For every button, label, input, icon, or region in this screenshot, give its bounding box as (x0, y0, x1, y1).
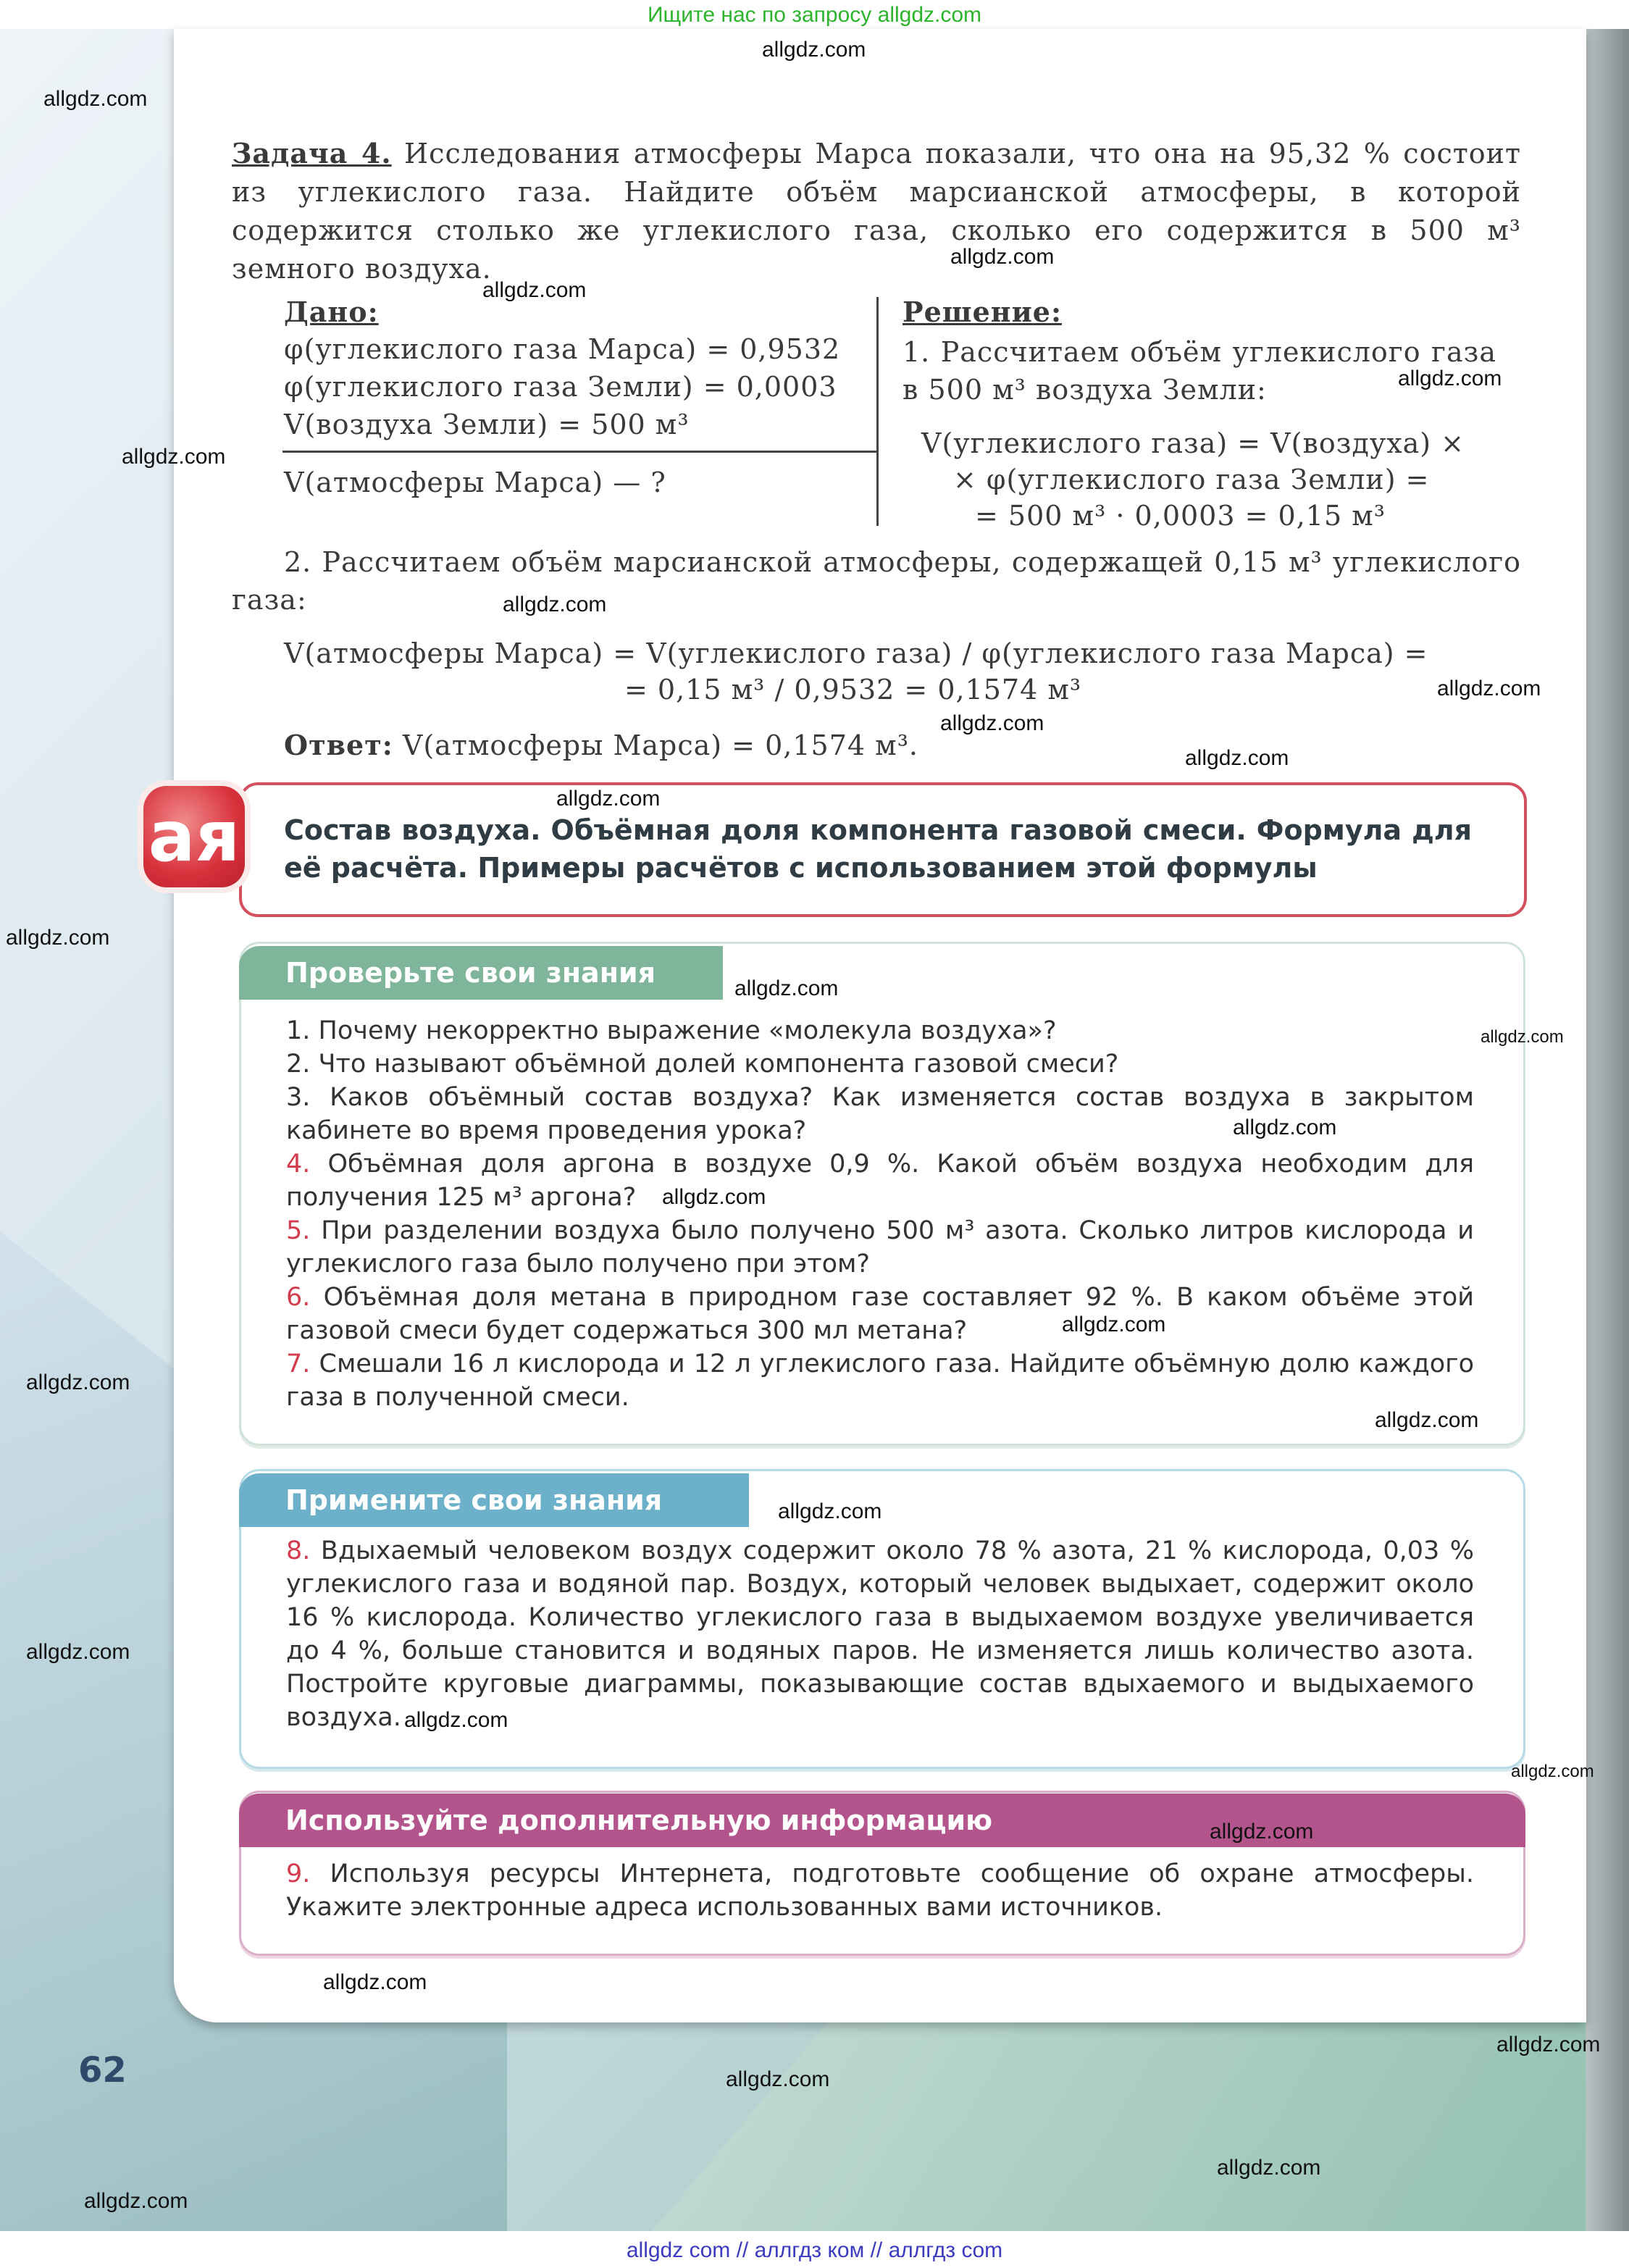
formula-line: V(углекислого газа) = V(воздуха) × (921, 427, 1465, 459)
dictionary-icon: ая (143, 786, 245, 887)
top-banner[interactable]: Ищите нас по запросу allgdz.com (647, 3, 982, 27)
watermark: allgdz.com (1496, 2033, 1601, 2056)
formula-line: = 0,15 м³ / 0,9532 = 0,1574 м³ (624, 674, 1082, 706)
given-line: φ(углекислого газа Земли) = 0,0003 (284, 371, 837, 403)
watermark: allgdz.com (43, 87, 148, 111)
watermark: allgdz.com (1398, 367, 1502, 390)
watermark: allgdz.com (6, 926, 110, 950)
watermark: allgdz.com (1437, 677, 1541, 700)
task-statement (232, 134, 1521, 288)
extra-question: 9. Используя ресурсы Интернета, подготовьте сообщение об охране атмосферы. Укажите электронные адреса использованных вами источников. (286, 1859, 1474, 1922)
watermark: allgdz.com (503, 593, 607, 616)
watermark: allgdz.com (950, 245, 1055, 269)
formula-line: V(атмосферы Марса) = V(углекислого газа) / φ(углекислого газа Марса) = (284, 637, 1428, 669)
watermark: allgdz.com (1481, 1027, 1564, 1047)
task-text: Исследования атмосферы Марса показали, что она на 95,32 % состоит из углекислого газа. Найдите объём марсианской атмосферы, в которой содержится столько же углекислого газа, сколько его содержится в 500 м³ земного воздуха. (232, 138, 1521, 285)
answer-label: Ответ: (284, 729, 393, 761)
watermark: allgdz.com (84, 2189, 188, 2213)
solution-step1: 1. Рассчитаем объём углекислого газа в 500 м³ воздуха Земли: (903, 336, 1496, 406)
question-item: 7. Смешали 16 л кислорода и 12 л углекислого газа. Найдите объёмную долю каждого газа в полученной смеси. (286, 1349, 1474, 1412)
formula-line: = 500 м³ · 0,0003 = 0,15 м³ (975, 500, 1386, 532)
watermark: allgdz.com (940, 711, 1044, 735)
page-number: 62 (78, 2050, 127, 2091)
footer-links[interactable]: allgdz com // аллгдз ком // аллгдз com (626, 2238, 1003, 2262)
task-label: Задача 4. (232, 137, 392, 170)
check-knowledge-title: Проверьте свои знания (239, 946, 723, 1000)
watermark: allgdz.com (762, 38, 866, 62)
question-item: 5. При разделении воздуха было получено 500 м³ азота. Сколько литров кислорода и углекислого газа было получено при этом? (286, 1216, 1474, 1279)
watermark: allgdz.com (1062, 1313, 1166, 1336)
watermark: allgdz.com (1375, 1408, 1479, 1432)
watermark: allgdz.com (26, 1371, 130, 1394)
solution-title: Решение: (903, 296, 1062, 328)
formula-line: × φ(углекислого газа Земли) = (953, 464, 1430, 495)
watermark: allgdz.com (323, 1970, 427, 1994)
watermark: allgdz.com (726, 2067, 830, 2091)
extra-info-title: Используйте дополнительную информацию (239, 1794, 1525, 1847)
watermark: allgdz.com (1210, 1820, 1314, 1844)
answer-text: V(атмосферы Марса) = 0,1574 м³. (402, 729, 919, 761)
find-line: V(атмосферы Марса) — ? (284, 466, 666, 498)
check-questions (286, 1014, 1474, 1414)
watermark: allgdz.com (122, 445, 226, 469)
solution-step2: 2. Рассчитаем объём марсианской атмосферы, содержащей 0,15 м³ углекислого газа: (232, 546, 1521, 616)
topic-text: Состав воздуха. Объёмная доля компонента газовой смеси. Формула для её расчёта. Примеры расчётов с использованием этой формулы (284, 814, 1472, 884)
watermark: allgdz.com (778, 1499, 882, 1523)
watermark: allgdz.com (1185, 746, 1289, 770)
watermark: allgdz.com (482, 278, 587, 302)
given-line: φ(углекислого газа Марса) = 0,9532 (284, 333, 841, 365)
question-item: 4. Объёмная доля аргона в воздухе 0,9 %. Какой объём воздуха необходим для получения 125 м³ аргона? (286, 1150, 1474, 1212)
question-item: 2. Что называют объёмной долей компонента газовой смеси? (286, 1050, 1119, 1079)
question-item: 1. Почему некорректно выражение «молекула воздуха»? (286, 1016, 1057, 1045)
watermark: allgdz.com (662, 1185, 766, 1209)
book-spine (1586, 29, 1629, 2231)
solution-divider (876, 297, 879, 526)
given-divider (282, 451, 876, 453)
given-line: V(воздуха Земли) = 500 м³ (284, 409, 690, 440)
given-title: Дано: (284, 296, 379, 328)
watermark: allgdz.com (404, 1708, 508, 1732)
watermark: allgdz.com (26, 1640, 130, 1664)
watermark: allgdz.com (556, 787, 661, 811)
watermark: allgdz.com (734, 976, 839, 1000)
watermark: allgdz.com (1217, 2156, 1321, 2180)
question-item: 6. Объёмная доля метана в природном газе составляет 92 %. В каком объёме этой газовой смеси будет содержаться 300 мл метана? (286, 1283, 1474, 1345)
watermark: allgdz.com (1233, 1116, 1337, 1139)
watermark: allgdz.com (1511, 1762, 1594, 1781)
question-item: 3. Каков объёмный состав воздуха? Как изменяется состав воздуха в закрытом кабинете во время проведения урока? (286, 1083, 1474, 1145)
apply-question: 8. Вдыхаемый человеком воздух содержит около 78 % азота, 21 % кислорода, 0,03 % углекислого газа и водяной пар. Воздух, который человек выдыхает, содержит около 16 % кислорода. Количество углекислого газа в выдыхаемом воздухе увеличивается до 4 %, больше становится и водяных паров. Не изменяется лишь количество азота. Постройте круговые диаграммы, показывающие состав вдыхаемого и выдыхаемого воздуха. (286, 1536, 1474, 1732)
apply-knowledge-title: Примените свои знания (239, 1473, 749, 1527)
